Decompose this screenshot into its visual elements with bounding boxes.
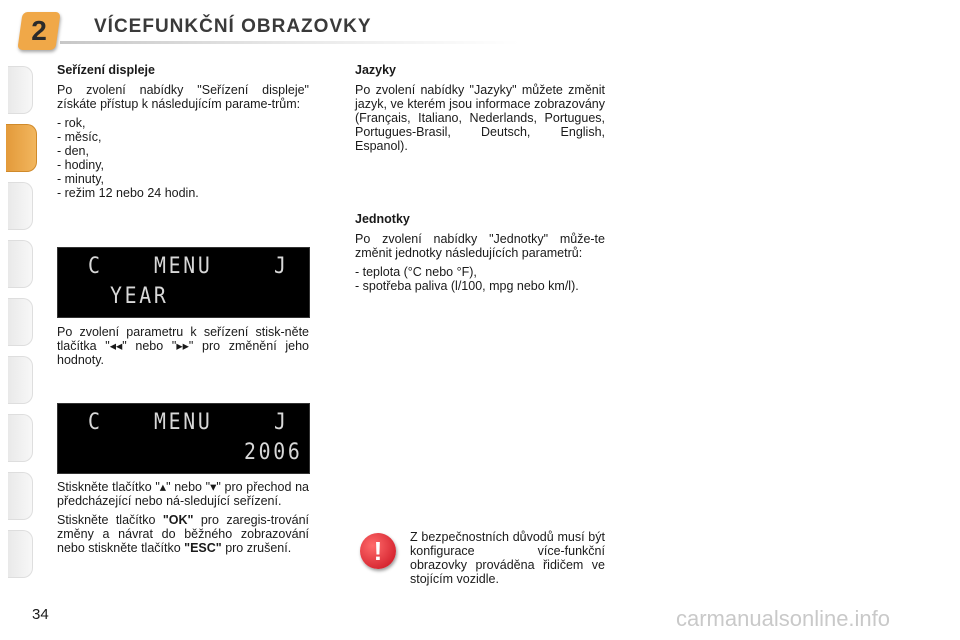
- lcd-right-bracket: J: [274, 254, 289, 279]
- chapter-tab[interactable]: [8, 472, 33, 520]
- lcd-menu-label: MENU: [154, 410, 213, 435]
- chapter-tab[interactable]: [8, 356, 33, 404]
- chapter-tabs: [0, 0, 34, 640]
- lcd-display-year: [57, 247, 310, 318]
- display-settings-heading: Seřízení displeje: [57, 63, 155, 77]
- units-list: [355, 265, 605, 293]
- display-settings-section: [57, 63, 309, 200]
- chapter-tab[interactable]: [8, 530, 33, 578]
- lcd-menu-label: MENU: [154, 254, 213, 279]
- ok-key-label: "OK": [162, 513, 194, 527]
- units-heading: Jednotky: [355, 212, 410, 226]
- page-number: 34: [32, 606, 49, 623]
- safety-warning: [410, 530, 605, 591]
- safety-warning-text: Z bezpečnostních důvodů musí být konfigurace více-funkční obrazovky prováděna řidičem ve stojícím vozidle.: [410, 530, 605, 586]
- languages-text: Po zvolení nabídky "Jazyky" můžete změnit jazyk, ve kterém jsou informace zobrazovány (Français, Italiano, Nederlands, Portugues, Portugues-Brasil, Deutsch, English, Espanol).: [355, 83, 605, 153]
- list-item: - den,: [57, 144, 89, 158]
- list-item: - teplota (°C nebo °F),: [355, 265, 477, 279]
- units-text: Po zvolení nabídky "Jednotky" může-te změnit jednotky následujících parametrů:: [355, 232, 605, 260]
- chapter-tab-active[interactable]: [6, 124, 37, 172]
- list-item: - měsíc,: [57, 130, 102, 144]
- list-item: - minuty,: [57, 172, 104, 186]
- lcd-value: 2006: [244, 440, 303, 465]
- display-settings-list: [57, 116, 309, 200]
- note-navigation: [57, 480, 309, 560]
- languages-heading: Jazyky: [355, 63, 397, 77]
- note-confirm-part: pro zrušení.: [221, 541, 292, 555]
- note-adjust-text: Po zvolení parametru k seřízení stisk-něte tlačítka "◂◂" nebo "▸▸" pro změnění jeho hodnoty.: [57, 325, 309, 367]
- chapter-tab[interactable]: [8, 182, 33, 230]
- units-section: [355, 212, 605, 293]
- page-title: VÍCEFUNKČNÍ OBRAZOVKY: [94, 16, 372, 37]
- lcd-left-bracket: C: [88, 410, 103, 435]
- chapter-tab[interactable]: [8, 66, 33, 114]
- display-settings-intro: Po zvolení nabídky "Seřízení displeje" získáte přístup k následujícím parame-trům:: [57, 83, 309, 111]
- note-confirm-text: [57, 513, 309, 555]
- list-item: - režim 12 nebo 24 hodin.: [57, 186, 199, 200]
- lcd-left-bracket: C: [88, 254, 103, 279]
- chapter-tab[interactable]: [8, 298, 33, 346]
- esc-key-label: "ESC": [184, 541, 222, 555]
- languages-section: [355, 63, 605, 158]
- list-item: - rok,: [57, 116, 86, 130]
- lcd-value: YEAR: [110, 284, 169, 309]
- header-rule: [60, 41, 520, 44]
- note-adjust: [57, 325, 309, 372]
- watermark: carmanualsonline.info: [676, 606, 891, 631]
- note-navigation-text: Stiskněte tlačítko "▴" nebo "▾" pro přechod na předcházející nebo ná-sledující seřízení.: [57, 480, 309, 508]
- chapter-tab[interactable]: [8, 414, 33, 462]
- note-confirm-part: pro zaregis-trování změny a návrat do běžného zobrazování nebo stiskněte tlačítko: [57, 513, 310, 555]
- chapter-tab[interactable]: [8, 240, 33, 288]
- lcd-right-bracket: J: [274, 410, 289, 435]
- lcd-display-value: [57, 403, 310, 474]
- note-confirm-part: Stiskněte tlačítko: [57, 513, 163, 527]
- list-item: - hodiny,: [57, 158, 105, 172]
- list-item: - spotřeba paliva (l/100, mpg nebo km/l).: [355, 279, 579, 293]
- chapter-badge: 2: [17, 12, 60, 50]
- warning-icon: !: [360, 533, 396, 569]
